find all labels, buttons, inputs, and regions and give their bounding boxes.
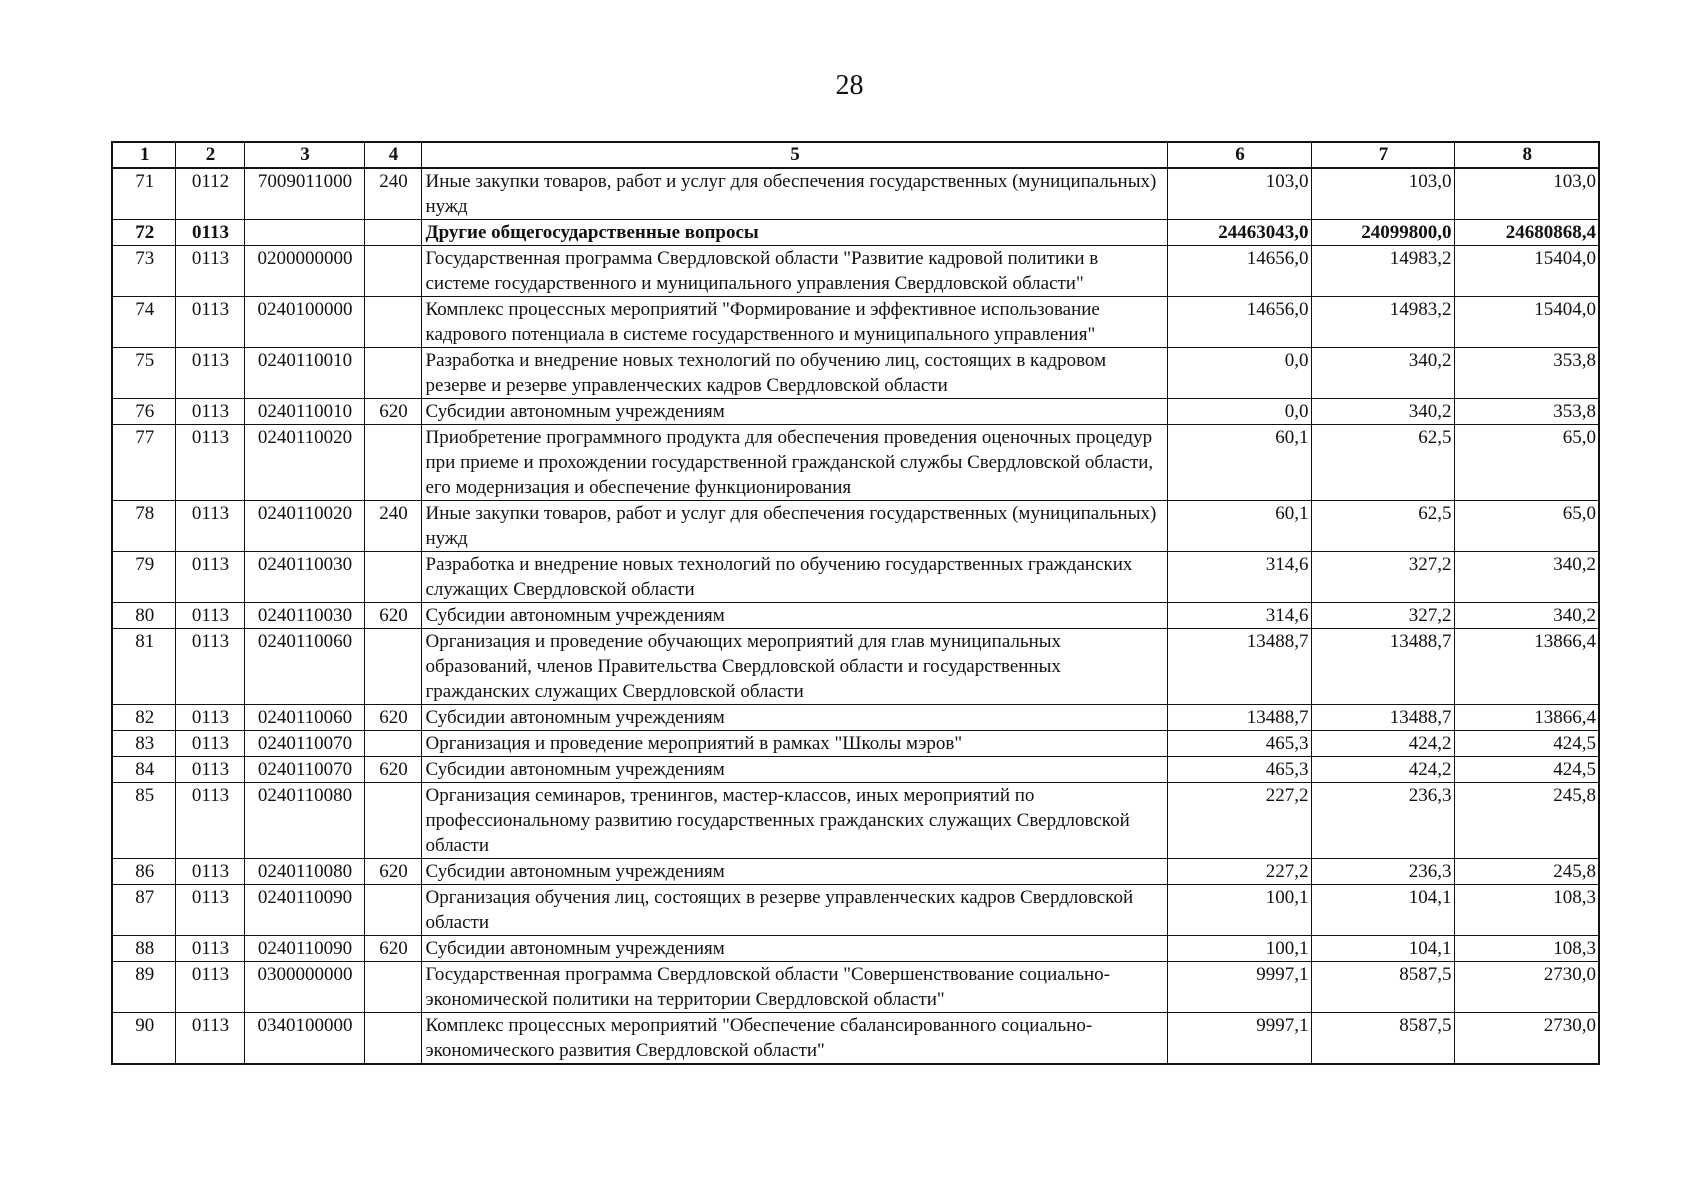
target-code-cell: 0240110080	[244, 859, 364, 885]
table-row	[112, 629, 1599, 705]
target-code-cell: 0240110060	[244, 629, 364, 705]
item-name-cell: Разработка и внедрение новых технологий по обучению лиц, состоящих в кадровом резерве и резерве управленческих кадров Свердловской области	[421, 348, 1167, 399]
amount-col-7-cell: 327,2	[1311, 603, 1454, 629]
row-number-cell: 84	[112, 757, 175, 783]
table-header-row	[112, 142, 1599, 168]
amount-col-8-cell: 2730,0	[1454, 962, 1599, 1013]
item-name-cell: Организация обучения лиц, состоящих в резерве управленческих кадров Свердловской области	[421, 885, 1167, 936]
item-name-cell: Иные закупки товаров, работ и услуг для обеспечения государственных (муниципальных) нужд	[421, 168, 1167, 220]
expense-type-cell	[364, 348, 421, 399]
target-code-cell: 0240110020	[244, 425, 364, 501]
amount-col-8-cell: 15404,0	[1454, 246, 1599, 297]
section-code-cell: 0113	[175, 348, 244, 399]
row-number-cell: 87	[112, 885, 175, 936]
expense-type-cell	[364, 731, 421, 757]
row-number-cell: 75	[112, 348, 175, 399]
header-col-5: 5	[421, 142, 1167, 168]
amount-col-7-cell: 13488,7	[1311, 629, 1454, 705]
section-code-cell: 0113	[175, 552, 244, 603]
amount-col-6-cell: 9997,1	[1167, 1013, 1311, 1065]
amount-col-7-cell: 24099800,0	[1311, 220, 1454, 246]
expense-type-cell: 620	[364, 757, 421, 783]
amount-col-7-cell: 236,3	[1311, 783, 1454, 859]
expense-type-cell	[364, 783, 421, 859]
table-row	[112, 168, 1599, 220]
header-col-1: 1	[112, 142, 175, 168]
amount-col-8-cell: 15404,0	[1454, 297, 1599, 348]
row-number-cell: 85	[112, 783, 175, 859]
amount-col-8-cell: 353,8	[1454, 348, 1599, 399]
row-number-cell: 82	[112, 705, 175, 731]
amount-col-7-cell: 340,2	[1311, 348, 1454, 399]
expense-type-cell	[364, 629, 421, 705]
expense-type-cell	[364, 1013, 421, 1065]
target-code-cell: 0200000000	[244, 246, 364, 297]
amount-col-7-cell: 14983,2	[1311, 297, 1454, 348]
amount-col-6-cell: 227,2	[1167, 783, 1311, 859]
table-row	[112, 783, 1599, 859]
table-row	[112, 936, 1599, 962]
amount-col-6-cell: 14656,0	[1167, 297, 1311, 348]
item-name-cell: Государственная программа Свердловской области "Развитие кадровой политики в системе государственного и муниципального управления Свердловской области"	[421, 246, 1167, 297]
row-number-cell: 89	[112, 962, 175, 1013]
amount-col-6-cell: 103,0	[1167, 168, 1311, 220]
amount-col-6-cell: 100,1	[1167, 885, 1311, 936]
item-name-cell: Субсидии автономным учреждениям	[421, 705, 1167, 731]
row-number-cell: 74	[112, 297, 175, 348]
amount-col-7-cell: 327,2	[1311, 552, 1454, 603]
amount-col-8-cell: 65,0	[1454, 501, 1599, 552]
item-name-cell: Субсидии автономным учреждениям	[421, 859, 1167, 885]
expense-type-cell	[364, 220, 421, 246]
row-number-cell: 76	[112, 399, 175, 425]
amount-col-8-cell: 424,5	[1454, 731, 1599, 757]
section-code-cell: 0113	[175, 705, 244, 731]
table-row	[112, 297, 1599, 348]
table-row	[112, 552, 1599, 603]
item-name-cell: Иные закупки товаров, работ и услуг для обеспечения государственных (муниципальных) нужд	[421, 501, 1167, 552]
row-number-cell: 72	[112, 220, 175, 246]
row-number-cell: 78	[112, 501, 175, 552]
row-number-cell: 81	[112, 629, 175, 705]
section-code-cell: 0113	[175, 501, 244, 552]
item-name-cell: Субсидии автономным учреждениям	[421, 399, 1167, 425]
section-code-cell: 0113	[175, 399, 244, 425]
section-code-cell: 0113	[175, 731, 244, 757]
section-code-cell: 0113	[175, 885, 244, 936]
row-number-cell: 80	[112, 603, 175, 629]
table-row	[112, 603, 1599, 629]
target-code-cell: 0240110010	[244, 399, 364, 425]
table-row	[112, 348, 1599, 399]
amount-col-8-cell: 353,8	[1454, 399, 1599, 425]
row-number-cell: 90	[112, 1013, 175, 1065]
section-code-cell: 0113	[175, 220, 244, 246]
table-row	[112, 1013, 1599, 1065]
target-code-cell: 0240110060	[244, 705, 364, 731]
amount-col-8-cell: 103,0	[1454, 168, 1599, 220]
amount-col-6-cell: 465,3	[1167, 757, 1311, 783]
amount-col-6-cell: 0,0	[1167, 348, 1311, 399]
amount-col-6-cell: 227,2	[1167, 859, 1311, 885]
table-row	[112, 246, 1599, 297]
amount-col-7-cell: 62,5	[1311, 501, 1454, 552]
budget-table	[111, 141, 1600, 1065]
amount-col-6-cell: 465,3	[1167, 731, 1311, 757]
section-code-cell: 0113	[175, 859, 244, 885]
row-number-cell: 88	[112, 936, 175, 962]
row-number-cell: 79	[112, 552, 175, 603]
header-col-8: 8	[1454, 142, 1599, 168]
amount-col-6-cell: 14656,0	[1167, 246, 1311, 297]
amount-col-6-cell: 9997,1	[1167, 962, 1311, 1013]
amount-col-7-cell: 14983,2	[1311, 246, 1454, 297]
target-code-cell: 0240110020	[244, 501, 364, 552]
target-code-cell: 0240110010	[244, 348, 364, 399]
item-name-cell: Государственная программа Свердловской области "Совершенствование социально-экономической политики на территории Свердловской области"	[421, 962, 1167, 1013]
expense-type-cell: 240	[364, 168, 421, 220]
header-col-4: 4	[364, 142, 421, 168]
amount-col-6-cell: 100,1	[1167, 936, 1311, 962]
item-name-cell: Другие общегосударственные вопросы	[421, 220, 1167, 246]
item-name-cell: Приобретение программного продукта для обеспечения проведения оценочных процедур при приеме и прохождении государственной гражданской службы Свердловской области, его модернизация и обеспечение функционирования	[421, 425, 1167, 501]
item-name-cell: Субсидии автономным учреждениям	[421, 936, 1167, 962]
table-row	[112, 962, 1599, 1013]
amount-col-7-cell: 424,2	[1311, 757, 1454, 783]
target-code-cell: 7009011000	[244, 168, 364, 220]
amount-col-7-cell: 8587,5	[1311, 962, 1454, 1013]
item-name-cell: Разработка и внедрение новых технологий по обучению государственных гражданских служащих Свердловской области	[421, 552, 1167, 603]
target-code-cell: 0240100000	[244, 297, 364, 348]
amount-col-8-cell: 13866,4	[1454, 629, 1599, 705]
header-col-7: 7	[1311, 142, 1454, 168]
amount-col-8-cell: 108,3	[1454, 885, 1599, 936]
expense-type-cell: 620	[364, 399, 421, 425]
table-row	[112, 501, 1599, 552]
expense-type-cell	[364, 297, 421, 348]
expense-type-cell	[364, 246, 421, 297]
item-name-cell: Комплекс процессных мероприятий "Обеспечение сбалансированного социально-экономического развития Свердловской области"	[421, 1013, 1167, 1065]
amount-col-8-cell: 65,0	[1454, 425, 1599, 501]
table-row	[112, 220, 1599, 246]
item-name-cell: Организация и проведение мероприятий в рамках "Школы мэров"	[421, 731, 1167, 757]
amount-col-8-cell: 245,8	[1454, 859, 1599, 885]
expense-type-cell	[364, 552, 421, 603]
section-code-cell: 0113	[175, 757, 244, 783]
header-col-3: 3	[244, 142, 364, 168]
table-row	[112, 425, 1599, 501]
amount-col-6-cell: 60,1	[1167, 425, 1311, 501]
amount-col-6-cell: 60,1	[1167, 501, 1311, 552]
item-name-cell: Комплекс процессных мероприятий "Формирование и эффективное использование кадрового потенциала в системе государственного и муниципального управления"	[421, 297, 1167, 348]
table-row	[112, 731, 1599, 757]
section-code-cell: 0113	[175, 962, 244, 1013]
amount-col-7-cell: 424,2	[1311, 731, 1454, 757]
row-number-cell: 71	[112, 168, 175, 220]
expense-type-cell: 620	[364, 859, 421, 885]
amount-col-8-cell: 424,5	[1454, 757, 1599, 783]
amount-col-6-cell: 314,6	[1167, 603, 1311, 629]
section-code-cell: 0113	[175, 1013, 244, 1065]
amount-col-7-cell: 62,5	[1311, 425, 1454, 501]
expense-type-cell: 620	[364, 603, 421, 629]
section-code-cell: 0113	[175, 783, 244, 859]
amount-col-6-cell: 24463043,0	[1167, 220, 1311, 246]
header-col-2: 2	[175, 142, 244, 168]
target-code-cell: 0300000000	[244, 962, 364, 1013]
amount-col-8-cell: 24680868,4	[1454, 220, 1599, 246]
amount-col-7-cell: 340,2	[1311, 399, 1454, 425]
item-name-cell: Субсидии автономным учреждениям	[421, 603, 1167, 629]
table-row	[112, 705, 1599, 731]
section-code-cell: 0113	[175, 629, 244, 705]
amount-col-7-cell: 103,0	[1311, 168, 1454, 220]
expense-type-cell: 620	[364, 705, 421, 731]
table-row	[112, 859, 1599, 885]
section-code-cell: 0112	[175, 168, 244, 220]
target-code-cell: 0240110070	[244, 757, 364, 783]
row-number-cell: 86	[112, 859, 175, 885]
section-code-cell: 0113	[175, 936, 244, 962]
table-row	[112, 757, 1599, 783]
item-name-cell: Организация семинаров, тренингов, мастер-классов, иных мероприятий по профессиональному развитию государственных гражданских служащих Свердловской области	[421, 783, 1167, 859]
amount-col-8-cell: 340,2	[1454, 603, 1599, 629]
amount-col-8-cell: 340,2	[1454, 552, 1599, 603]
target-code-cell: 0240110070	[244, 731, 364, 757]
target-code-cell: 0240110030	[244, 552, 364, 603]
amount-col-7-cell: 104,1	[1311, 936, 1454, 962]
item-name-cell: Организация и проведение обучающих мероприятий для глав муниципальных образований, членов Правительства Свердловской области и государственных гражданских служащих Свердловской области	[421, 629, 1167, 705]
target-code-cell: 0240110090	[244, 936, 364, 962]
amount-col-7-cell: 8587,5	[1311, 1013, 1454, 1065]
target-code-cell: 0240110090	[244, 885, 364, 936]
row-number-cell: 77	[112, 425, 175, 501]
amount-col-6-cell: 13488,7	[1167, 705, 1311, 731]
section-code-cell: 0113	[175, 425, 244, 501]
target-code-cell: 0340100000	[244, 1013, 364, 1065]
item-name-cell: Субсидии автономным учреждениям	[421, 757, 1167, 783]
amount-col-8-cell: 245,8	[1454, 783, 1599, 859]
expense-type-cell	[364, 962, 421, 1013]
expense-type-cell: 620	[364, 936, 421, 962]
amount-col-6-cell: 0,0	[1167, 399, 1311, 425]
amount-col-8-cell: 13866,4	[1454, 705, 1599, 731]
page-number: 28	[835, 70, 864, 101]
section-code-cell: 0113	[175, 297, 244, 348]
amount-col-6-cell: 314,6	[1167, 552, 1311, 603]
table-row	[112, 885, 1599, 936]
row-number-cell: 73	[112, 246, 175, 297]
expense-type-cell	[364, 425, 421, 501]
expense-type-cell	[364, 885, 421, 936]
target-code-cell: 0240110030	[244, 603, 364, 629]
amount-col-7-cell: 236,3	[1311, 859, 1454, 885]
section-code-cell: 0113	[175, 603, 244, 629]
table-row	[112, 399, 1599, 425]
section-code-cell: 0113	[175, 246, 244, 297]
amount-col-6-cell: 13488,7	[1167, 629, 1311, 705]
target-code-cell	[244, 220, 364, 246]
expense-type-cell: 240	[364, 501, 421, 552]
amount-col-7-cell: 13488,7	[1311, 705, 1454, 731]
header-col-6: 6	[1167, 142, 1311, 168]
amount-col-8-cell: 108,3	[1454, 936, 1599, 962]
amount-col-7-cell: 104,1	[1311, 885, 1454, 936]
target-code-cell: 0240110080	[244, 783, 364, 859]
amount-col-8-cell: 2730,0	[1454, 1013, 1599, 1065]
row-number-cell: 83	[112, 731, 175, 757]
